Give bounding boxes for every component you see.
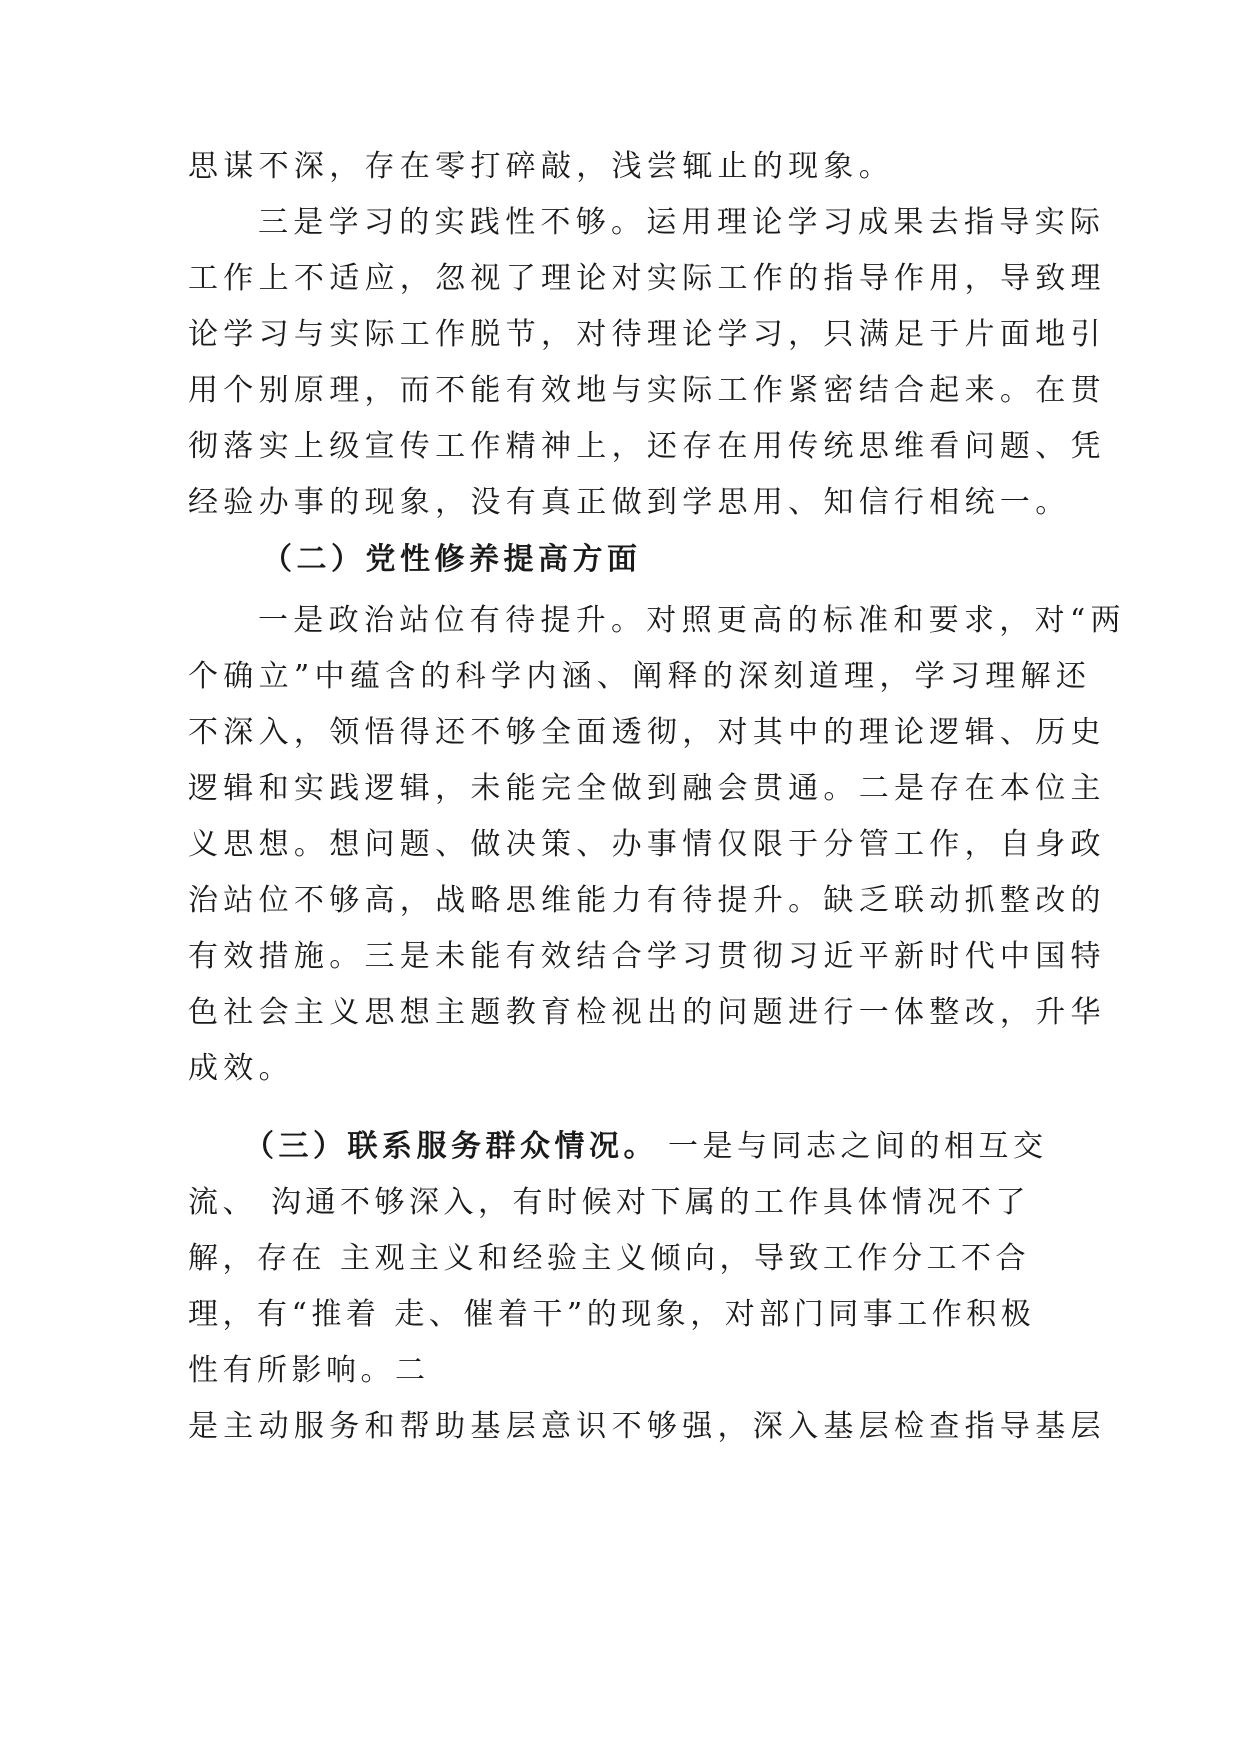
body-line: 性有所影响。二 xyxy=(188,1353,430,1388)
paragraph-first-line: 三是学习的实践性不够。运用理论学习成果去指导实际 xyxy=(258,205,1106,240)
body-line: 解，存在 主观主义和经验主义倾向，导致工作分工不合 xyxy=(188,1241,1031,1276)
body-line: 思谋不深，存在零打碎敲，浅尝辄止的现象。 xyxy=(188,149,894,184)
body-line: 有效措施。三是未能有效结合学习贯彻习近平新时代中国特 xyxy=(188,939,1106,974)
body-line: 经验办事的现象，没有真正做到学思用、知信行相统一。 xyxy=(188,485,1071,520)
body-line: 色社会主义思想主题教育检视出的问题进行一体整改，升华 xyxy=(188,995,1106,1030)
body-line: 是主动服务和帮助基层意识不够强，深入基层检查指导基层 xyxy=(188,1409,1106,1444)
paragraph-first-line: 一是政治站位有待提升。对照更高的标准和要求，对“两 xyxy=(258,603,1126,638)
body-line: 个确立”中蕴含的科学内涵、阐释的深刻道理，学习理解还 xyxy=(188,659,1092,694)
body-line: 理，有“推着 走、催着干”的现象，对部门同事工作积极 xyxy=(188,1297,1036,1332)
body-line: 论学习与实际工作脱节，对待理论学习，只满足于片面地引 xyxy=(188,317,1106,352)
section-heading: （三）联系服务群众情况。 xyxy=(244,1129,658,1164)
body-line: 用个别原理，而不能有效地与实际工作紧密结合起来。在贯 xyxy=(188,373,1106,408)
section-lead-text: 一是与同志之间的相互交 xyxy=(668,1129,1048,1164)
body-line: 义思想。想问题、做决策、办事情仅限于分管工作，自身政 xyxy=(188,827,1106,862)
body-line: 不深入，领悟得还不够全面透彻，对其中的理论逻辑、历史 xyxy=(188,715,1106,750)
section-heading: （二）党性修养提高方面 xyxy=(262,542,642,577)
section-heading-line xyxy=(244,1127,1048,1167)
body-line: 工作上不适应，忽视了理论对实际工作的指导作用，导致理 xyxy=(188,261,1106,296)
body-line: 治站位不够高，战略思维能力有待提升。缺乏联动抓整改的 xyxy=(188,883,1106,918)
body-line: 逻辑和实践逻辑，未能完全做到融会贯通。二是存在本位主 xyxy=(188,771,1106,806)
body-line: 彻落实上级宣传工作精神上，还存在用传统思维看问题、凭 xyxy=(188,429,1106,464)
body-line: 流、 沟通不够深入，有时候对下属的工作具体情况不了 xyxy=(188,1185,1031,1220)
body-line: 成效。 xyxy=(188,1051,294,1086)
